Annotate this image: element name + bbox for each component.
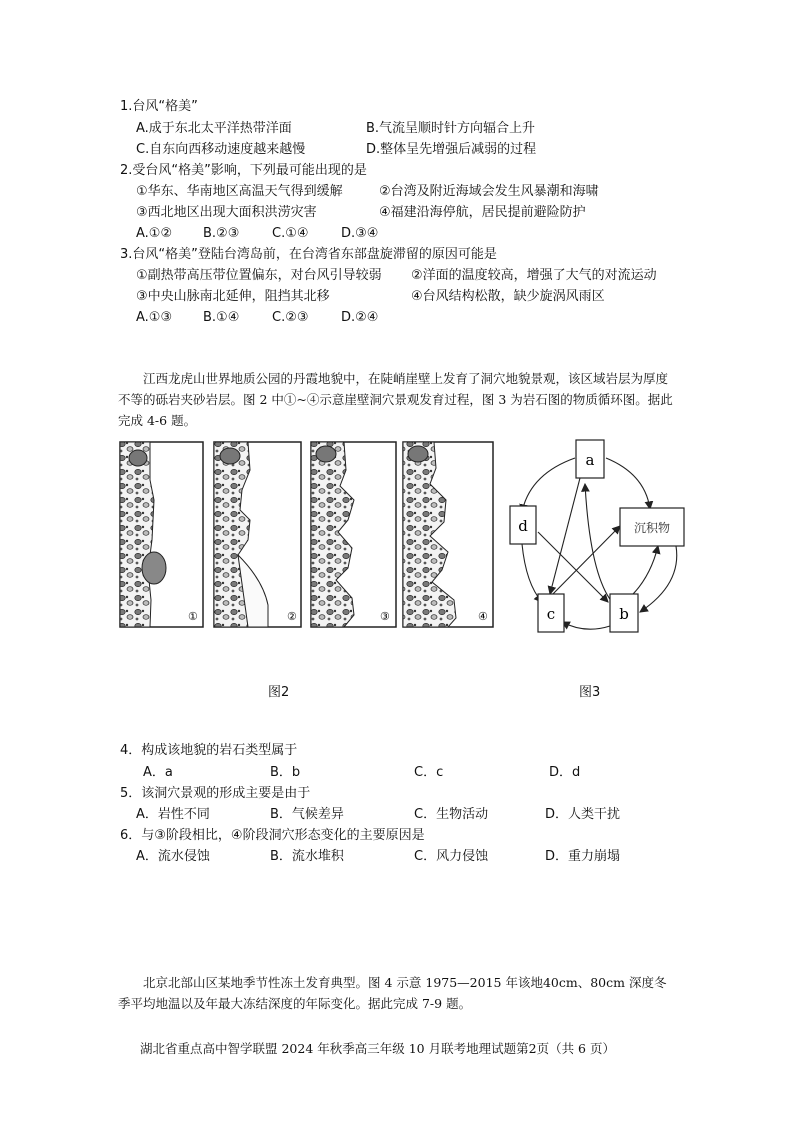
q5-option-c: C．生物活动	[414, 807, 489, 822]
stage-4-panel	[403, 442, 493, 627]
q1-option-a: A.成于东北太平洋热带洋面	[136, 121, 292, 136]
q4-option-c: C．c	[414, 765, 444, 780]
q6-option-b: B．流水堆积	[270, 849, 344, 864]
node-b	[610, 594, 638, 632]
stage-1-panel	[120, 442, 203, 627]
q1-stem: 1.台风“格美”	[120, 99, 198, 114]
q2-statement-2: ②台湾及附近海域会发生风暴潮和海啸	[379, 184, 599, 199]
q2-statement-4: ④福建沿海停航，居民提前避险防护	[379, 205, 586, 220]
figure-2-cliff-cave-stages	[118, 440, 498, 630]
svg-text:c: c	[546, 605, 556, 623]
q6-stem: 6．与③阶段相比，④阶段洞穴形态变化的主要原因是	[120, 828, 425, 843]
q3-stem: 3.台风“格美”登陆台湾岛前，在台湾省东部盘旋滞留的原因可能是	[120, 247, 497, 262]
stage-1-label: ①	[188, 610, 198, 623]
svg-text:a: a	[585, 451, 595, 469]
q3-option-c: C.②③	[272, 310, 309, 325]
q2-option-d: D.③④	[341, 226, 379, 241]
q1-option-d: D.整体呈先增强后减弱的过程	[366, 142, 537, 157]
q6-option-d: D．重力崩塌	[545, 849, 621, 864]
q2-statement-1: ①华东、华南地区高温天气得到缓解	[136, 184, 343, 199]
stage-2-panel	[214, 442, 301, 627]
q1-option-c: C.自东向西移动速度越来越慢	[136, 142, 306, 157]
q6-option-a: A．流水侵蚀	[136, 849, 210, 864]
q3-statement-4: ④台风结构松散，缺少旋涡风雨区	[411, 289, 605, 304]
stage-3-label: ③	[380, 610, 390, 623]
node-a	[576, 440, 604, 478]
q3-option-a: A.①③	[136, 310, 173, 325]
stage-2-label: ②	[287, 610, 297, 623]
figure-3-caption: 图3	[579, 685, 601, 700]
q3-option-d: D.②④	[341, 310, 379, 325]
q4-option-a: A．a	[143, 765, 173, 780]
q2-option-c: C.①④	[272, 226, 309, 241]
node-c	[538, 594, 564, 632]
q2-statement-3: ③西北地区出现大面积洪涝灾害	[136, 205, 317, 220]
node-sediment	[620, 508, 684, 546]
q5-option-a: A．岩性不同	[136, 807, 210, 822]
figure-3-rock-cycle	[500, 434, 700, 640]
stage-3-panel	[311, 442, 396, 627]
q3-statement-3: ③中央山脉南北延伸，阻挡其北移	[136, 289, 330, 304]
q4-option-d: D．d	[549, 765, 581, 780]
q4-stem: 4．构成该地貌的岩石类型属于	[120, 743, 298, 758]
q2-stem: 2.受台风“格美”影响，下列最可能出现的是	[120, 163, 367, 178]
node-d	[510, 506, 536, 544]
q2-option-b: B.②③	[203, 226, 240, 241]
stage-4-label: ④	[478, 610, 488, 623]
q6-option-c: C．风力侵蚀	[414, 849, 489, 864]
svg-text:d: d	[518, 517, 528, 535]
page-footer: 湖北省重点高中智学联盟 2024 年秋季高三年级 10 月联考地理试题第2页（共 6 页）	[140, 1041, 615, 1056]
passage-4-6: 江西龙虎山世界地质公园的丹霞地貌中，在陡峭崖壁上发育了洞穴地貌景观，该区域岩层为厚度不等的砾岩夹砂岩层。图 2 中①~④示意崖壁洞穴景观发育过程，图 3 为岩石图的物质循环图。据此完成 4-6 题。	[118, 371, 673, 428]
q4-option-b: B．b	[270, 765, 301, 780]
q5-option-d: D．人类干扰	[545, 807, 621, 822]
q5-stem: 5．该洞穴景观的形成主要是由于	[120, 786, 311, 801]
figure-2-caption: 图2	[268, 685, 290, 700]
passage-7-9: 北京北部山区某地季节性冻土发育典型。图 4 示意 1975—2015 年该地40cm、80cm 深度冬季平均地温以及年最大冻结深度的年际变化。据此完成 7-9 题。	[118, 975, 667, 1011]
q3-statement-2: ②洋面的温度较高，增强了大气的对流运动	[411, 268, 657, 283]
q3-statement-1: ①副热带高压带位置偏东，对台风引导较弱	[136, 268, 382, 283]
q3-option-b: B.①④	[203, 310, 240, 325]
q1-option-b: B.气流呈顺时针方向辐合上升	[366, 121, 536, 136]
q5-option-b: B．气候差异	[270, 807, 344, 822]
svg-text:b: b	[619, 605, 629, 623]
q2-option-a: A.①②	[136, 226, 173, 241]
svg-text:沉积物: 沉积物	[633, 521, 671, 535]
